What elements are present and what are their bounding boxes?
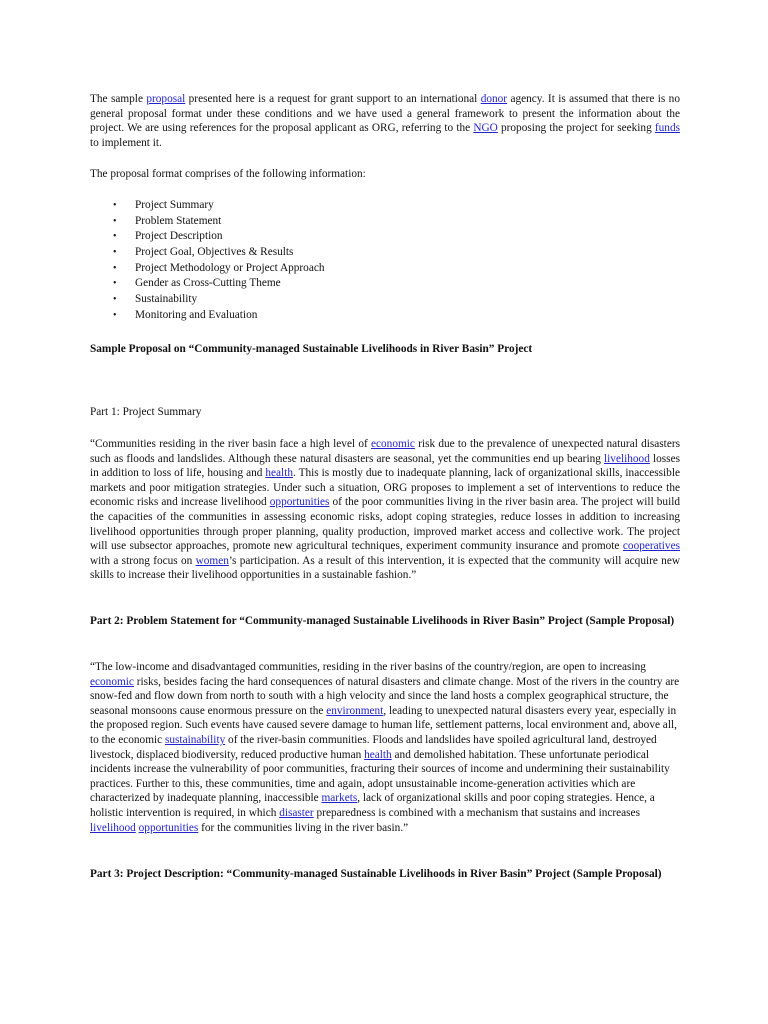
list-item — [90, 245, 325, 261]
bullet-icon: • — [113, 215, 117, 227]
livelihood-link[interactable]: livelihood — [604, 452, 650, 465]
bullet-icon: • — [113, 278, 117, 290]
disaster-link[interactable]: disaster — [279, 806, 314, 819]
economic-link[interactable]: economic — [90, 675, 134, 688]
sustainability-link[interactable]: sustainability — [164, 733, 226, 746]
part1-text: of the poor communities living in the river basin area. The project will build the capacities of the communities in assessing economic risks, adopt coping strategies, reduce losses in addition to increasing livelihood opportunities through proper planning, quality production, improved market access and collective work. The project will use subsector approaches, promote new agricultural techniques, experiment community insurance and promote — [90, 496, 681, 553]
intro-text: agency. It is assumed that there is no general proposal format under these conditions and we have used a general framework to present the information about the project. We are using references for the proposal applicant as ORG, referring to the — [90, 93, 680, 135]
part1-heading: Part 1: Project Summary — [90, 406, 202, 418]
intro-text: The sample — [90, 93, 147, 105]
donor-link[interactable]: donor — [480, 93, 508, 105]
part1-text: risk due to the prevalence of unexpected natural disasters such as floods and landslides. Although these natural disasters are seasonal, yet the communities end up bearing — [90, 438, 680, 465]
part2-text: , lack of organizational skills and poor coping strategies. Hence, a holistic intervention is required, in which — [90, 792, 655, 819]
format-intro: The proposal format comprises of the following information: — [90, 168, 366, 180]
part1-paragraph — [90, 437, 680, 583]
cooperatives-link[interactable]: cooperatives — [622, 540, 680, 553]
bullet-icon: • — [113, 231, 117, 243]
opportunities-link[interactable]: opportunities — [269, 496, 330, 509]
bullet-icon: • — [113, 294, 117, 306]
women-link[interactable]: women — [195, 554, 229, 567]
economic-link[interactable]: economic — [371, 438, 415, 450]
list-item-label: Project Methodology or Project Approach — [135, 261, 325, 274]
format-list — [90, 198, 325, 324]
sample-proposal-heading: Sample Proposal on “Community-managed Sustainable Livelihoods in River Basin” Project — [90, 343, 533, 355]
list-item — [90, 198, 325, 214]
part1-text: ’s participation. As a result of this intervention, it is expected that the community will acquire new skills to increase their livelihood opportunities in a sustainable fashion.” — [90, 554, 680, 582]
list-item-label: Problem Statement — [135, 214, 222, 227]
bullet-icon: • — [113, 247, 117, 259]
part1-text: losses in addition to loss of life, housing and — [90, 452, 680, 480]
list-item-label: Sustainability — [135, 293, 198, 306]
intro-paragraph — [90, 92, 680, 150]
list-item-label: Monitoring and Evaluation — [135, 308, 258, 321]
funds-link[interactable]: funds — [654, 122, 680, 135]
part3-heading: Part 3: Project Description: “Community-managed Sustainable Livelihoods in River Basin” Project (Sample Proposal) — [90, 868, 662, 880]
livelihood-link[interactable]: livelihood — [90, 821, 136, 834]
health-link[interactable]: health — [364, 748, 392, 761]
intro-text: to implement it. — [90, 136, 162, 149]
part1-text: “Communities residing in the river basin face a high level of — [90, 438, 371, 450]
part1-text: . This is mostly due to inadequate planning, lack of organizational skills, inaccessible markets and poor mitigation strategies. Under such a situation, ORG proposes to implement a set of interventions to reduce the economic risks and increase livelihood — [90, 467, 680, 509]
part2-heading: Part 2: Problem Statement for “Community-managed Sustainable Livelihoods in River Basin” Project (Sample Proposal) — [90, 615, 675, 627]
bullet-icon: • — [113, 262, 117, 274]
part2-text: of the river-basin communities. Floods and landslides have spoiled agricultural land, destroyed livestock, displaced biodiversity, reduced productive human — [90, 733, 657, 761]
bullet-icon: • — [113, 309, 117, 321]
proposal-link[interactable]: proposal — [146, 93, 186, 105]
list-item-label: Project Summary — [135, 199, 214, 211]
list-item — [90, 276, 325, 292]
part2-text: “The low-income and disadvantaged communities, residing in the river basins of the country/region, are open to increasing — [90, 661, 646, 673]
part2-text: , leading to unexpected natural disasters every year, especially in the proposed region. Such events have caused severe damage to human life, settlement patterns, local environment and, above all, to the economic — [90, 704, 677, 746]
intro-text: proposing the project for seeking — [497, 122, 655, 135]
part2-text: risks, besides facing the hard consequences of natural disasters and climate change. Most of the rivers in the country are snow-fed and flow down from north to south with a high velocity and since the land hosts a complex geographical structure, the seasonal monsoons cause enormous pressure on the — [90, 675, 680, 717]
list-item — [90, 261, 325, 277]
part2-text: for the communities living in the river basin.” — [198, 821, 409, 834]
list-item — [90, 308, 325, 324]
list-item — [90, 214, 325, 230]
opportunities-link[interactable]: opportunities — [138, 821, 199, 834]
part2-paragraph — [90, 660, 680, 835]
list-item-label: Gender as Cross-Cutting Theme — [135, 277, 281, 290]
ngo-link[interactable]: NGO — [473, 122, 498, 135]
intro-text: presented here is a request for grant support to an international — [185, 93, 481, 105]
list-item — [90, 292, 325, 308]
part2-text: preparedness is combined with a mechanism that sustains and increases — [313, 806, 640, 819]
part1-text: with a strong focus on — [90, 554, 196, 567]
list-item-label: Project Description — [135, 230, 223, 243]
environment-link[interactable]: environment — [326, 704, 384, 717]
bullet-icon: • — [113, 200, 117, 211]
part2-text: and demolished habitation. These unfortunate periodical incidents increase the vulnerability of poor communities, fracturing their sources of income and undermining their sustainability practices. Further to this, these communities, time and again, adopt unsustainable income-generation activities which are characterized by inadequate planning, inaccessible — [90, 748, 670, 805]
health-link[interactable]: health — [265, 467, 293, 480]
list-item — [90, 229, 325, 245]
markets-link[interactable]: markets — [321, 792, 358, 805]
list-item-label: Project Goal, Objectives & Results — [135, 246, 294, 259]
